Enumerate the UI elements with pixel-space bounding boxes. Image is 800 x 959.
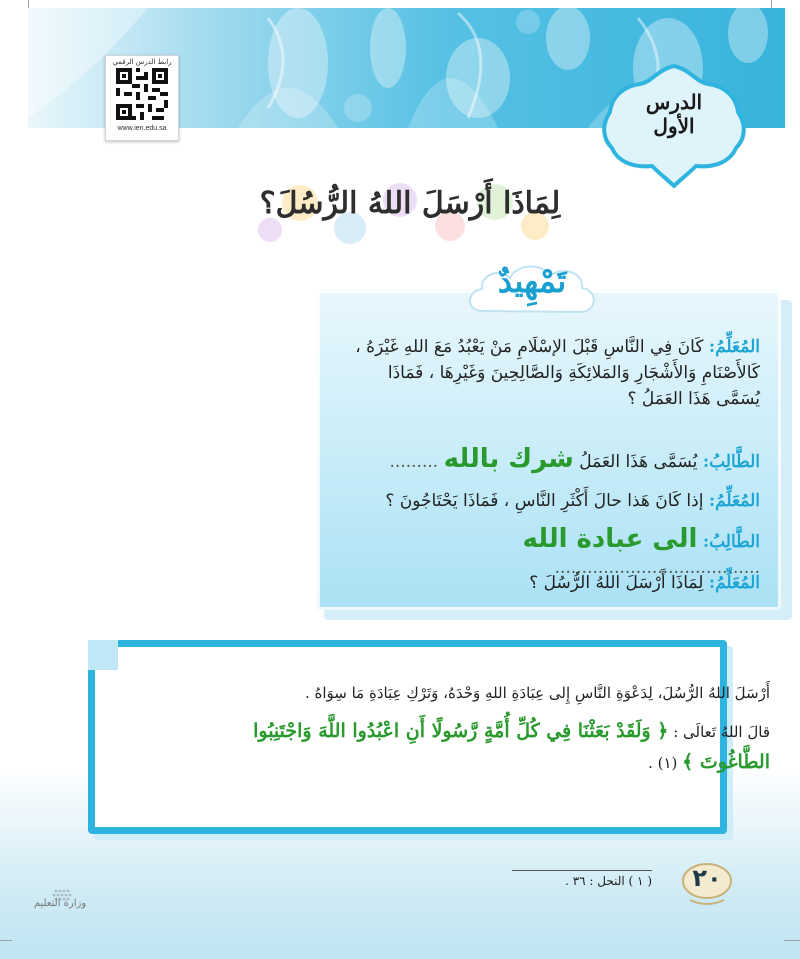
dialogue-line-5 — [340, 570, 760, 596]
teacher-label: المُعَلِّمُ: — [708, 491, 760, 511]
qr-code-icon — [116, 68, 168, 120]
crop-mark — [0, 940, 12, 941]
student-answer-1: شرك بالله — [443, 444, 574, 474]
teacher-label: المُعَلِّمُ: — [708, 573, 760, 593]
student-label: الطَّالِبُ: — [702, 532, 760, 552]
digital-lesson-qr[interactable] — [105, 55, 179, 141]
teacher-question-2: إذا كَانَ هَذا حالَ أَكْثَرِ النَّاسِ ، فَمَاذَا يَحْتَاجُونَ ؟ — [385, 491, 704, 511]
ministry-name: وزارة التعليم — [33, 898, 87, 909]
key-idea-text: أَرْسَلَ اللهُ الرُّسُلَ، لِدَعْوَةِ النَّاسِ إِلى عِبَادَةِ اللهِ وَحْدَهُ، وَتَرْكِ عِبَادَةِ مَا سِوَاهُ . — [304, 684, 770, 702]
lesson-number — [596, 90, 752, 138]
quran-verse: ﴿ وَلَقَدْ بَعَثْنَا فِي كُلِّ أُمَّةٍ رَّسُولًا أَنِ اعْبُدُوا اللَّهَ وَاجْتَنِبُوا الطَّاغُوتَ ﴾ — [253, 720, 770, 773]
box-corner-accent — [88, 640, 118, 670]
lesson-ordinal: الأول — [653, 114, 695, 138]
footnote: ( ١ ) النحل : ٣٦ . — [565, 874, 652, 888]
verse-intro: قالَ اللهُ تَعالَى : — [673, 723, 770, 741]
footnote-rule — [512, 870, 652, 871]
teacher-label: المُعَلِّمُ: — [708, 337, 760, 357]
verse-footnote-ref: (١) . — [648, 754, 678, 772]
qr-caption: رابط الدرس الرقمي — [112, 58, 172, 66]
qr-url: www.ien.edu.sa — [117, 125, 167, 132]
student-prompt-1: يُسَمَّى هَذَا العَمَلُ — [579, 452, 698, 472]
lesson-title: لِمَاذَا أَرْسَلَ اللهُ الرُّسُلَ؟ — [259, 186, 561, 221]
crop-mark — [784, 940, 800, 941]
dialogue-line-1 — [340, 334, 760, 412]
answer-dots-1: ......... — [389, 452, 439, 472]
teacher-question-1: كَانَ فِي النَّاسِ قَبْلَ الإسْلَامِ مَنْ يَعْبُدُ مَعَ اللهِ غَيْرَهُ ، كَالأَصْنَامِ وَالأَشْجَارِ وَالمَلائِكَةِ وَالصَّالِحِينَ وَغَيْرِهَا ، فَمَاذَا يُسَمَّى هَذَا العَمَلُ ؟ — [355, 337, 760, 409]
dialogue-line-3 — [340, 488, 760, 514]
section-heading: تَمْهِيدٌ — [497, 262, 567, 300]
answer-dots-2: ...................................... — [554, 558, 760, 578]
lesson-title-area — [240, 178, 580, 248]
student-label: الطَّالِبُ: — [702, 452, 760, 472]
verse-block — [190, 716, 770, 778]
lesson-label: الدرس — [645, 90, 703, 114]
dialogue-line-2 — [340, 446, 760, 475]
page-number: ٢٠ — [692, 864, 722, 892]
teacher-question-3: لِمَاذَا أَرْسَلَ اللهُ الرُّسُلَ ؟ — [529, 573, 704, 593]
student-answer-2: الى عبادة الله — [522, 524, 698, 554]
lesson-badge — [596, 62, 752, 188]
